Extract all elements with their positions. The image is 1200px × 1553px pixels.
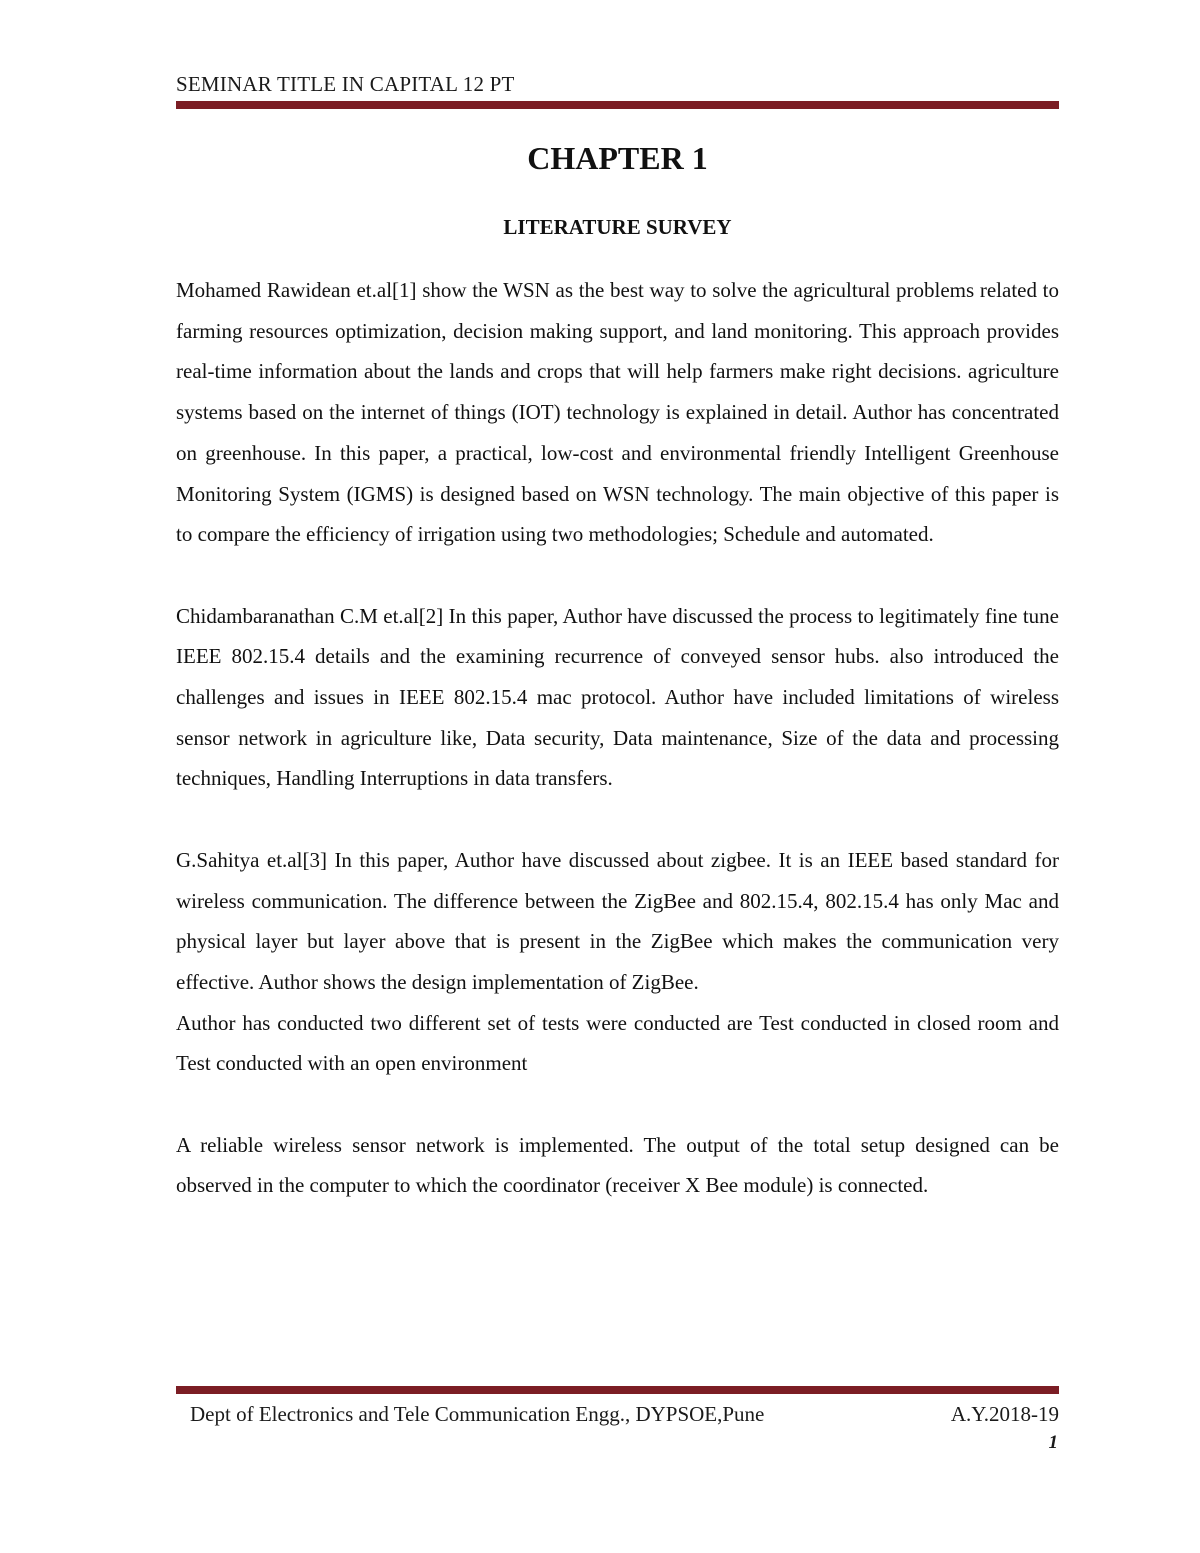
body-text — [176, 270, 1059, 1206]
footer-rule — [176, 1386, 1059, 1394]
paragraph-2: Chidambaranathan C.M et.al[2] In this paper, Author have discussed the process to legitimately fine tune IEEE 802.15.4 details and the examining recurrence of conveyed sensor hubs. also introduced the challenges and issues in IEEE 802.15.4 mac protocol. Author have included limitations of wireless sensor network in agriculture like, Data security, Data maintenance, Size of the data and processing techniques, Handling Interruptions in data transfers. — [176, 603, 1059, 791]
paragraph-1: Mohamed Rawidean et.al[1] show the WSN as the best way to solve the agricultural problems related to farming resources optimization, decision making support, and land monitoring. This approach provides real-time information about the lands and crops that will help farmers make right decisions. agriculture systems based on the internet of things (IOT) technology is explained in detail. Author has concentrated on greenhouse. In this paper, a practical, low-cost and environmental friendly Intelligent Greenhouse Monitoring System (IGMS) is designed based on WSN technology. The main objective of this paper is to compare the efficiency of irrigation using two methodologies; Schedule and automated. — [176, 278, 1059, 547]
page-number: 1 — [1048, 1432, 1058, 1453]
footer-department: Dept of Electronics and Tele Communication Engg., DYPSOE,Pune — [190, 1402, 765, 1426]
header-rule — [176, 101, 1059, 109]
paragraph-3: G.Sahitya et.al[3] In this paper, Author have discussed about zigbee. It is an IEEE based standard for wireless communication. The difference between the ZigBee and 802.15.4, 802.15.4 has only Mac and physical layer but layer above that is present in the ZigBee which makes the communication very effective. Author shows the design implementation of ZigBee. — [176, 847, 1059, 994]
paragraph-4: Author has conducted two different set of tests were conducted are Test conducted in closed room and Test conducted with an open environment — [176, 1010, 1059, 1076]
paragraph-5: A reliable wireless sensor network is implemented. The output of the total setup designed can be observed in the computer to which the coordinator (receiver X Bee module) is connected. — [176, 1132, 1059, 1198]
footer-academic-year: A.Y.2018-19 — [950, 1402, 1059, 1426]
running-header: SEMINAR TITLE IN CAPITAL 12 PT — [176, 72, 515, 96]
section-title: LITERATURE SURVEY — [503, 215, 732, 239]
chapter-title: CHAPTER 1 — [527, 140, 708, 176]
